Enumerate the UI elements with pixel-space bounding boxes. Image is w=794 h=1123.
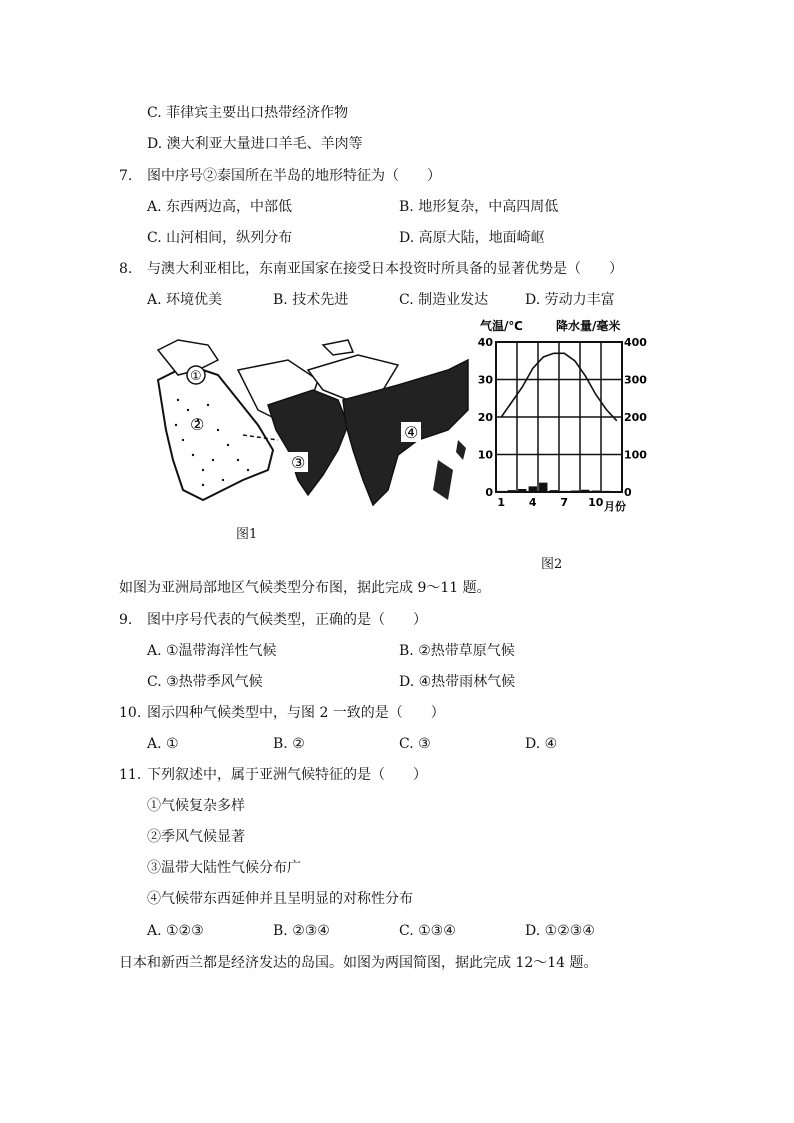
map-marker-1: ① (190, 369, 202, 384)
q11-stem: 下列叙述中，属于亚洲气候特征的是（ ） (147, 767, 427, 783)
precipitation-bar (539, 483, 547, 492)
chart-y-tick: 40 (477, 336, 493, 349)
q8-stem: 与澳大利亚相比，东南亚国家在接受日本投资时所具备的显著优势是（ ） (147, 261, 623, 277)
chart-x-tick: 1 (497, 496, 506, 509)
q7-option-b: B. 地形复杂，中高四周低 (399, 199, 559, 215)
chart-y-tick: 10 (477, 448, 493, 462)
q11-option-b: B. ②③④ (273, 923, 330, 939)
q10-stem: 图示四种气候类型中，与图 2 一致的是（ ） (147, 705, 445, 721)
q6-option-d: D. 澳大利亚大量进口羊毛、羊肉等 (147, 136, 363, 152)
precipitation-bar (508, 490, 516, 492)
figure1-asia-climate-map (148, 330, 474, 516)
map-marker-3: ③ (291, 453, 306, 472)
q10-option-a: A. ① (147, 736, 179, 752)
precipitation-bar (581, 490, 589, 492)
chart-y2-tick: 400 (624, 336, 647, 349)
q8-option-d: D. 劳动力丰富 (525, 292, 615, 308)
q9-stem: 图中序号代表的气候类型，正确的是（ ） (147, 612, 427, 628)
chart-left-axis-title: 气温/℃ (480, 319, 523, 333)
q10-option-d: D. ④ (525, 736, 558, 752)
q11-option-c: C. ①③④ (399, 923, 456, 939)
precipitation-bar (529, 486, 537, 492)
precipitation-bar (602, 491, 610, 492)
chart-x-unit: 月份 (604, 500, 626, 513)
chart-y-tick: 0 (485, 486, 493, 499)
q9-option-c: C. ③热带季风气候 (147, 674, 263, 690)
intro-12-14: 日本和新西兰都是经济发达的岛国。如图为两国简图，据此完成 12～14 题。 (119, 955, 598, 971)
q7-option-c: C. 山河相间，纵列分布 (147, 230, 293, 246)
q8-option-c: C. 制造业发达 (399, 292, 489, 308)
precipitation-bar (518, 489, 526, 492)
q7-stem: 图中序号②泰国所在半岛的地形特征为（ ） (147, 168, 441, 184)
chart-y2-tick: 0 (624, 486, 632, 499)
chart-x-tick: 4 (528, 496, 537, 509)
q9-number: 9. (119, 612, 133, 628)
precipitation-bar (550, 490, 558, 492)
chart-y2-tick: 300 (624, 373, 647, 387)
precipitation-bar (560, 491, 568, 492)
q10-option-c: C. ③ (399, 736, 431, 752)
precipitation-bar (571, 491, 579, 493)
q6-option-c: C. 菲律宾主要出口热带经济作物 (147, 105, 349, 121)
map-marker-2: ② (190, 415, 205, 434)
q11-option-d: D. ①②③④ (525, 923, 595, 939)
q11-option-a: A. ①②③ (147, 923, 204, 939)
chart-x-tick: 7 (560, 496, 569, 509)
q11-statement-4: ④气候带东西延伸并且呈明显的对称性分布 (147, 891, 413, 907)
precipitation-bar (497, 491, 505, 492)
intro-9-11: 如图为亚洲局部地区气候类型分布图，据此完成 9～11 题。 (119, 580, 491, 596)
precipitation-bar (613, 491, 621, 492)
q9-option-b: B. ②热带草原气候 (399, 643, 515, 659)
figure2-climate-chart (476, 318, 647, 514)
precipitation-bar (592, 491, 600, 493)
q9-option-a: A. ①温带海洋性气候 (147, 643, 277, 659)
figure1-label: 图1 (236, 527, 258, 542)
q11-statement-3: ③温带大陆性气候分布广 (147, 860, 301, 876)
q7-option-d: D. 高原大陆，地面崎岖 (399, 230, 545, 246)
q7-option-a: A. 东西两边高，中部低 (147, 199, 293, 215)
q9-option-d: D. ④热带雨林气候 (399, 674, 516, 690)
q8-option-a: A. 环境优美 (147, 292, 223, 308)
q10-number: 10. (119, 705, 142, 721)
q10-option-b: B. ② (273, 736, 305, 752)
chart-x-tick: 10 (588, 496, 604, 509)
chart-right-axis-title: 降水量/毫米 (556, 319, 621, 333)
q11-statement-1: ①气候复杂多样 (147, 798, 245, 814)
map-marker-4: ④ (404, 423, 419, 442)
q11-number: 11. (119, 767, 142, 783)
chart-y2-tick: 100 (624, 448, 647, 462)
q8-option-b: B. 技术先进 (273, 292, 349, 308)
chart-y-tick: 20 (477, 411, 493, 424)
q7-number: 7. (119, 168, 133, 184)
figure2-label: 图2 (541, 557, 563, 572)
q11-statement-2: ②季风气候显著 (147, 829, 245, 845)
chart-y2-tick: 200 (624, 411, 647, 424)
q8-number: 8. (119, 261, 133, 277)
chart-y-tick: 30 (477, 373, 493, 387)
